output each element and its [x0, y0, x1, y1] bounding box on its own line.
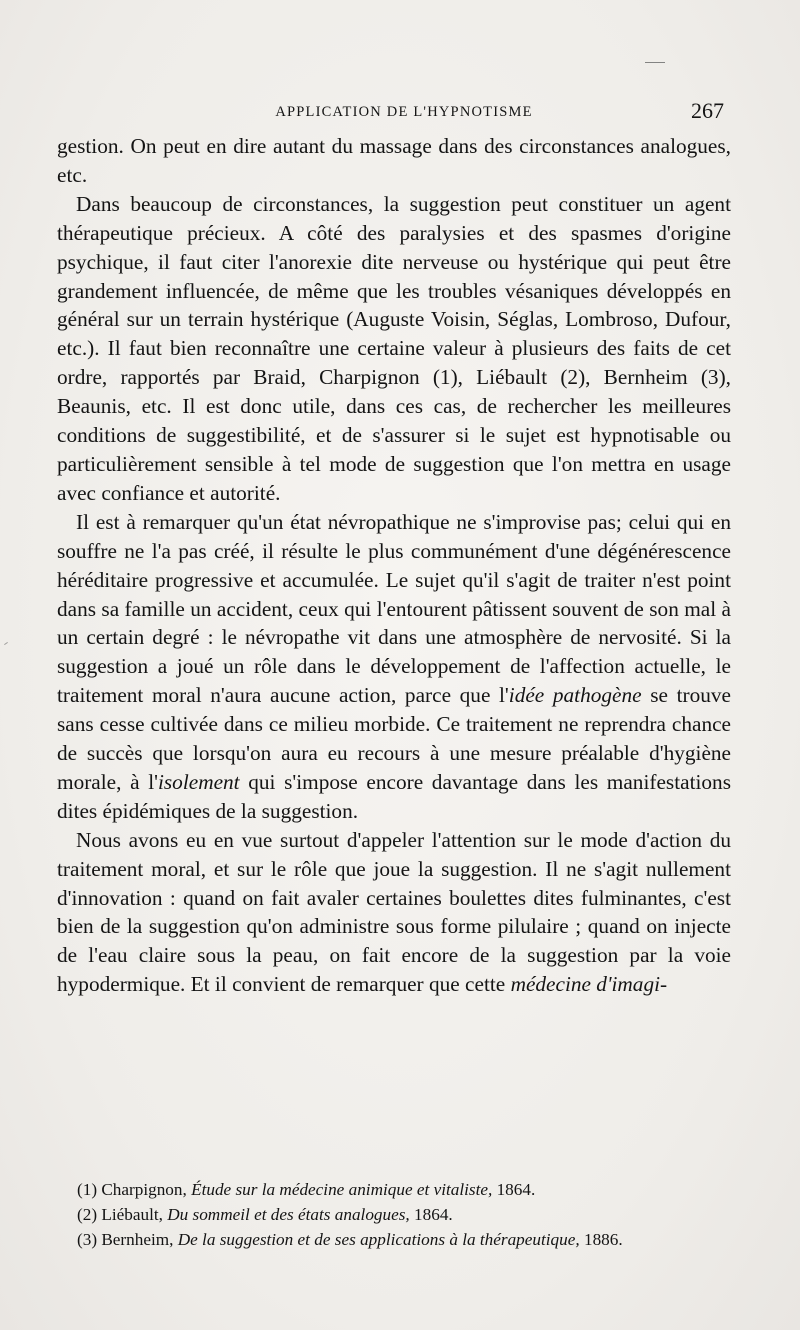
footnote	[60, 1202, 732, 1227]
paragraph: gestion. On peut en dire autant du massage dans des circonstances analogues, etc.	[57, 134, 731, 187]
page-number: 267	[691, 98, 724, 123]
paragraph	[57, 508, 731, 826]
footnote-title: Étude sur la médecine animique et vitaliste,	[191, 1180, 493, 1199]
footnote-year: 1864.	[414, 1205, 453, 1224]
running-head-title: APPLICATION DE L'HYPNOTISME	[275, 104, 533, 120]
footnote-author: Liébault,	[101, 1205, 163, 1224]
paragraph-text: se trouve sans cesse cultivée dans ce milieu morbide. Ce traitement ne reprendra chance de succès que lorsqu'on aura eu recours à une mesure préalable d'hygiène morale, à l'	[57, 683, 731, 794]
footnote-year: 1864.	[496, 1180, 536, 1199]
footnote-author: Charpignon,	[101, 1180, 187, 1199]
emphasis-text: médecine d'imagi-	[510, 972, 668, 997]
footnote-title: De la suggestion et de ses applications à la thérapeutique,	[177, 1230, 580, 1249]
body-text	[57, 132, 731, 999]
paragraph: Dans beaucoup de circonstances, la suggestion peut constituer un agent thérapeutique précieux. A côté des paralysies et des spasmes d'origine psychique, il faut citer l'anorexie dite nerveuse ou hystérique qui peut être grandement influencée, de même que les troubles vésaniques développés en général sur un terrain hystérique (Auguste Voisin, Séglas, Lombroso, Dufour, etc.). Il faut bien reconnaître une certaine valeur à plusieurs des faits de cet ordre, rapportés par Braid, Charpignon (1), Liébault (2), Bernheim (3), Beaunis, etc. Il est donc utile, dans ces cas, de rechercher les meilleures conditions de suggestibilité, et de s'assurer si le sujet est hypnotisable ou particulièrement sensible à tel mode de suggestion que l'on mettra en usage avec confiance et autorité.	[57, 191, 731, 505]
footnotes	[60, 1177, 732, 1252]
footnote-number: (3)	[77, 1230, 98, 1249]
footnote	[60, 1227, 732, 1252]
emphasis-text: idée pathogène	[508, 683, 642, 708]
scan-mark	[4, 642, 8, 645]
running-head	[58, 100, 730, 126]
paragraph-text: Il est à remarquer qu'un état névropathique ne s'improvise pas; celui qui en souffre ne l'a pas créé, il résulte le plus communément d'une dégénérescence héréditaire progressive et accumulée. Le sujet qu'il s'agit de traiter n'est point dans sa famille un accident, ceux qui l'entourent pâtissent souvent de son mal à un certain degré : le névropathe vit dans une atmosphère de nervosité. Si la suggestion a joué un rôle dans le développement de l'affection actuelle, le traitement moral n'aura aucune action, parce que l'	[57, 509, 731, 708]
footnote	[60, 1177, 732, 1202]
footnote-number: (2)	[77, 1205, 98, 1224]
scan-mark	[645, 62, 665, 63]
emphasis-text: isolement	[157, 769, 240, 794]
footnote-year: 1886.	[583, 1230, 623, 1249]
footnote-author: Bernheim,	[101, 1230, 174, 1249]
paragraph	[57, 826, 731, 999]
paragraph-text: Nous avons eu en vue surtout d'appeler l'attention sur le mode d'action du traitement moral, et sur le rôle que joue la suggestion. Il ne s'agit nullement d'innovation : quand on fait avaler certaines boulettes dites fulminantes, c'est bien de la suggestion qu'on administre sous forme pilulaire ; quand on injecte de l'eau claire sous la peau, on fait encore de la suggestion par la voie hypodermique. Et il convient de remarquer que cette	[57, 827, 731, 997]
footnote-title: Du sommeil et des états analogues,	[167, 1205, 410, 1224]
footnote-number: (1)	[77, 1180, 98, 1199]
paragraph-text: qui s'impose encore davantage dans les manifestations dites épidémiques de la suggestion.	[57, 769, 731, 823]
